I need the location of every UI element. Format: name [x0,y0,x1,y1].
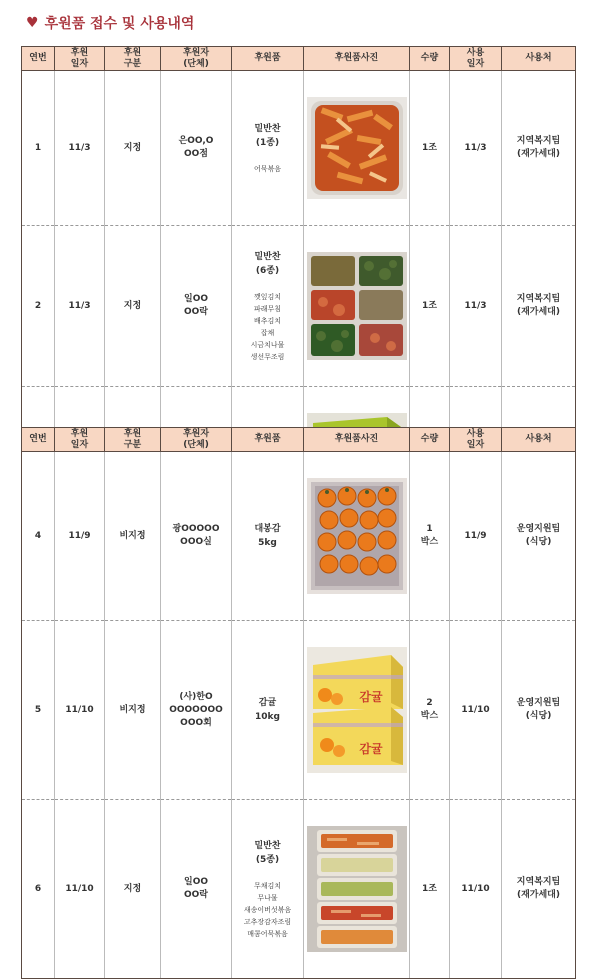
cell-photo [304,71,410,226]
col-header-use-place: 사용처 [502,47,576,71]
col-header-date: 후원 일자 [55,428,105,452]
table-header-row [22,428,576,452]
cell-item [232,226,304,387]
cell-no: 1 [22,71,55,226]
cell-donor: (사)한O OOOOOOO OOO회 [161,621,232,800]
cell-use-date: 11/10 [450,621,502,800]
cell-use-place: 지역복지팀 (재가세대) [502,226,576,387]
item-name: 대봉감 5kg [254,524,281,548]
col-header-no: 연번 [22,47,55,71]
col-header-item: 후원품 [232,428,304,452]
item-name: 밑반찬 (6종) [254,251,281,276]
cell-type: 지정 [105,71,161,226]
cell-item [232,621,304,800]
tangerine-box-label-1: 감귤 [358,690,383,704]
cell-donor: 일OO OO락 [161,226,232,387]
col-header-type: 후원 구분 [105,47,161,71]
cell-no: 2 [22,226,55,387]
fishcake-stirfry-photo [307,84,407,212]
cell-type: 비지정 [105,452,161,621]
col-header-date: 후원 일자 [55,47,105,71]
cell-qty: 1조 [410,71,450,226]
tangerine-box-photo [307,634,407,786]
item-name: 감귤 10kg [255,698,280,722]
col-header-qty: 수량 [410,428,450,452]
col-header-photo: 후원품사진 [304,47,410,71]
cell-type: 비지정 [105,621,161,800]
cell-item [232,71,304,226]
col-header-qty: 수량 [410,47,450,71]
tangerine-box-label-2: 감귤 [358,742,383,756]
item-name: 밑반찬 (5종) [254,840,281,865]
cell-item [232,452,304,621]
cell-no: 6 [22,800,55,979]
cell-qty: 1 박스 [410,452,450,621]
side-dishes-6-photo [307,239,407,373]
col-header-use-date: 사용 일자 [450,47,502,71]
cell-use-place: 지역복지팀 (재가세대) [502,800,576,979]
page-title [26,12,194,34]
side-dishes-5-photo [307,813,407,965]
table-row [22,621,576,800]
col-header-donor: 후원자 (단체) [161,47,232,71]
item-detail: 무채김치 무나물 새송이버섯볶음 고추장감자조림 매콤어묵볶음 [243,881,292,938]
table-row [22,452,576,621]
donation-table-2 [21,427,576,979]
cell-qty: 1조 [410,800,450,979]
cell-no: 5 [22,621,55,800]
cell-use-date: 11/9 [450,452,502,621]
cell-photo [304,800,410,979]
col-header-use-date: 사용 일자 [450,428,502,452]
table-row [22,71,576,226]
cell-use-date: 11/3 [450,71,502,226]
cell-type: 지정 [105,226,161,387]
table-header-row [22,47,576,71]
cell-use-place: 운영지원팀 (식당) [502,452,576,621]
cell-date: 11/10 [55,621,105,800]
table-row [22,800,576,979]
page-title-text: 후원품 접수 및 사용내역 [44,16,195,32]
col-header-use-place: 사용처 [502,428,576,452]
cell-use-place: 운영지원팀 (식당) [502,621,576,800]
cell-date: 11/3 [55,71,105,226]
cell-date: 11/10 [55,800,105,979]
persimmon-box-photo [307,465,407,607]
table-row [22,226,576,387]
cell-donor: 광OOOOO OOO실 [161,452,232,621]
cell-use-place: 지역복지팀 (재가세대) [502,71,576,226]
item-detail: 어묵볶음 [253,164,282,173]
cell-photo [304,621,410,800]
cell-donor: 일OO OO락 [161,800,232,979]
cell-date: 11/3 [55,226,105,387]
item-name: 밑반찬 (1종) [254,123,281,148]
cell-type: 지정 [105,800,161,979]
heart-icon: ♥ [26,15,39,31]
item-detail: 깻잎김치 파래무침 배추김치 잡채 시금치나물 생선무조림 [250,292,285,361]
cell-donor: 은OO,O OO점 [161,71,232,226]
col-header-no: 연번 [22,428,55,452]
cell-photo [304,226,410,387]
cell-use-date: 11/10 [450,800,502,979]
cell-date: 11/9 [55,452,105,621]
cell-use-date: 11/3 [450,226,502,387]
col-header-item: 후원품 [232,47,304,71]
cell-no: 4 [22,452,55,621]
cell-qty: 2 박스 [410,621,450,800]
col-header-photo: 후원품사진 [304,428,410,452]
col-header-type: 후원 구분 [105,428,161,452]
cell-qty: 1조 [410,226,450,387]
cell-item [232,800,304,979]
cell-photo [304,452,410,621]
col-header-donor: 후원자 (단체) [161,428,232,452]
